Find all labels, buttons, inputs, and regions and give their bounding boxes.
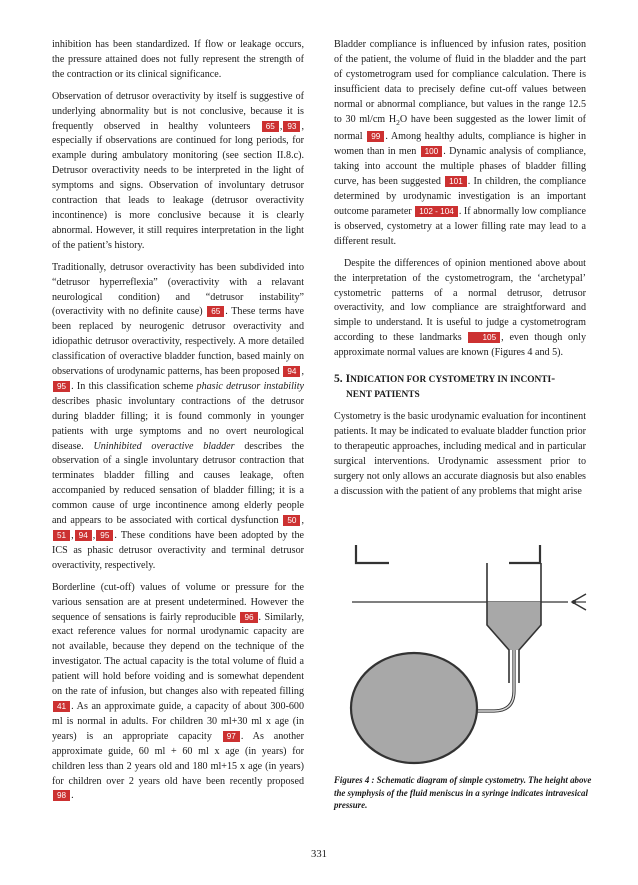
paragraph-cystometric-patterns: Despite the differences of opinion mentioned above about the interpretation of the cystometrogram, the ‘archetypal’ cystometric patterns of a normal detrusor, detrusor overactivity, and low compliance are straightforward and simple to understand. It is useful to judge a cystometrogram according to these landmarks 105 , even though only approximate normal values are known (Figures 4 and 5). [334,257,586,359]
reference-link[interactable]: 95 [53,381,70,392]
paragraph-capacity-values: Borderline (cut-off) values of volume or pressure for the various sensation are at present undetermined. However the sequence of sensations is fairly reproducible 96 . Similarly, exact reference values for normal urodynamic capacity are not available, because they depend on the technique of the investigator. The actual capacity is the total volume of fluid a patient will hold before voiding and is somewhat dependent on the rate of infusion, but changes also with repeated filling 41 . As an approximate guide, a capacity of about 300-600 ml is normal in adults. For children 30 ml+30 ml x age (in years) is an appropriate capacity 97 . As another approximate guide, 60 ml + 60 ml x age (in years) for children less than 2 years old and 180 ml+15 x age (in years) for children over 2 years old have been recently proposed 98 . [52,581,305,802]
reference-link[interactable]: 101 [445,176,467,187]
reference-link[interactable]: 65 [262,121,279,132]
figure-caption: Figures 4 : Schematic diagram of simple cystometry. The height above the symphysis of the fluid meniscus in a syringe indicates intravesical pressure. [334,775,592,811]
reference-link[interactable]: 100 [421,146,443,157]
reference-link[interactable]: 97 [223,731,240,742]
reference-link[interactable]: 96 [240,612,257,623]
reference-link[interactable]: 93 [283,121,300,132]
reference-link[interactable]: 65 [207,306,224,317]
reference-link[interactable]: 94 [283,366,300,377]
right-column [334,38,586,506]
term-phasic-detrusor-instability: phasic detrusor instability [196,380,304,392]
reference-link[interactable]: 51 [53,530,70,541]
reference-link[interactable]: 105 [468,332,500,343]
reference-link[interactable]: 41 [53,701,70,712]
syringe-fluid [487,602,541,650]
paragraph-detrusor-inhibition: inhibition has been standardized. If flow or leakage occurs, the pressure attained does not fully represent the strength of the contraction or its clinical significance. [52,39,304,80]
reference-link[interactable]: 50 [283,515,300,526]
paragraph-detrusor-classification: Traditionally, detrusor overactivity has been subdivided into “detrusor hyperreflexia” (overactivity with a relavant neurological condition) and “detrusor instability” (overactivity with no definite cause) 65 . These terms have been replaced by neurogenic detrusor overactivity and idiopathic detrusor overactivity, respectively. A more detailed classification of overactive bladder function, based mainly on observations of urodynamic patterns, has been proposed 94 ,95 . In this classification scheme phasic detrusor instability describes phasic involuntary contractions of the detrusor during bladder filling; it is found commonly in younger patients with urge symptoms and no overt neurological disease. Uninhibited overactive bladder describes the observation of a single involuntary detrusor contraction that terminates bladder filling and causes leakage, often accompanied by reduced sensation of bladder filling; it is a common cause of urge incontinence among elderly people and appears to be associated with cortical dysfunction 50 ,51 , 94 , 95 . These conditions have been adopted by the ICS as phasic detrusor overactivity and terminal detrusor overactivity, respectively. [52,261,304,571]
eye-icon [572,594,586,610]
cystometry-diagram [334,533,600,769]
term-uninhibited-overactive-bladder: Uninhibited overactive bladder [93,440,235,452]
paragraph-cystometry-indication: Cystometry is the basic urodynamic evaluation for incontinent patients. It may be indicated to evaluate bladder function prior to therapeutic approaches, including medical and in particular surgical interventions. Urodynamic assessment prior to surgery not only allows an accurate diagnosis but also enables a discussion with the patient of any problems that might arise [334,411,587,497]
page-number: 331 [311,849,327,860]
reference-link[interactable]: 102 - 104 [415,206,458,217]
paragraph-bladder-compliance: Bladder compliance is influenced by infusion rates, position of the patient, the volume of fluid in the bladder and the part of cystometrogram used for compliance calculation. There is insufficient data to precisely define cut-off values between normal or abnormal compliance, but values in the range 12.5 to 30 ml/cm $H_2O$ have been suggested as the lower limit of normal 99 . Among healthy adults, compliance is higher in women than in men 100 . Dynamic analysis of compliance, taking into account the multiple phases of bladder filling curve, has been suggested 101 . In children, the compliance determined by urodynamic investigation is an important outcome parameter 102 - 104 . If abnormally low compliance is observed, cystometry at a lower filling rate may lead to a different result. [334,39,586,247]
section-heading: 5. INDICATION FOR CYSTOMETRY IN INCONTI- NENT PATIENTS [334,372,556,401]
stand-arm-right [509,545,540,563]
reference-link[interactable]: 99 [367,131,384,142]
reference-link[interactable]: 98 [53,790,70,801]
reference-link[interactable]: 94 [75,530,92,541]
stand-arm-left [356,545,389,563]
left-column [52,38,304,811]
paragraph-detrusor-overactivity-observation: Observation of detrusor overactivity by itself is suggestive of underlying abnormality but is not conclusive, because it is frequently observed in healthy volunteers 65 , 93 , especially if observations are continued for long periods, for example during ambulatory monitoring (see section II.8.c). Detrusor overactivity needs to be interpreted in the light of symptoms and signs. Observation of involuntary detrusor contraction that leads to leakage (detrusor overactivity incontinence) is more conclusive because it is clearly abnormal. However, it still requires interpretation in the light of the patient’s history. [52,90,304,251]
reference-link[interactable]: 95 [96,530,113,541]
bladder [351,653,477,763]
